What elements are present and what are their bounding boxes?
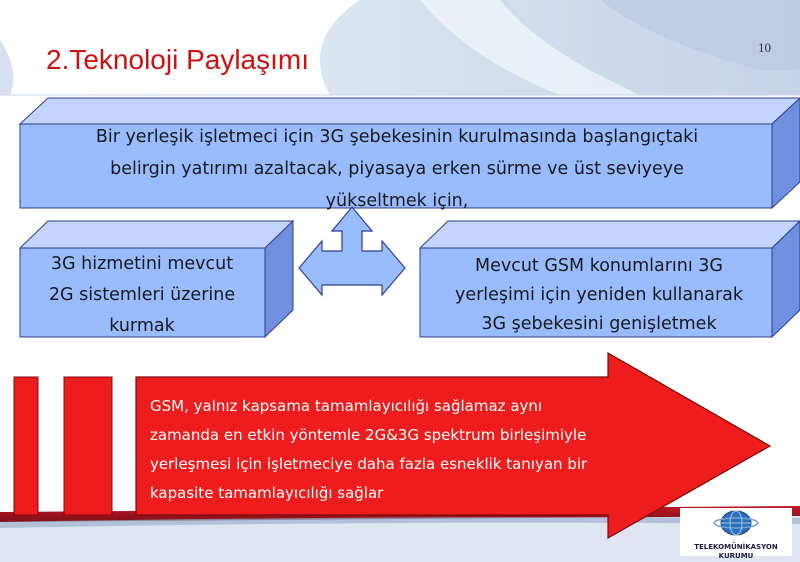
top-box-line: belirgin yatırımı azaltacak, piyasaya erken sürme ve üst seviyeye bbox=[110, 159, 684, 179]
arrow-line: GSM, yalnız kapsama tamamlayıcılığı sağlamaz aynı bbox=[150, 397, 543, 415]
logo-caption bbox=[680, 543, 792, 561]
logo-caption-line2: KURUMU bbox=[718, 552, 754, 560]
logo-caption-line1: TELEKOMÜNİKASYON bbox=[694, 543, 778, 551]
slide-title: 2.Teknoloji Paylaşımı bbox=[46, 44, 310, 75]
left-box-line: kurmak bbox=[109, 316, 175, 336]
red-bars bbox=[14, 377, 112, 515]
right-box-text bbox=[426, 252, 772, 339]
right-box-line: yerleşimi için yeniden kullanarak bbox=[454, 285, 743, 305]
arrow-line: zamanda en etkin yöntemle 2G&3G spektrum birleşimiyle bbox=[150, 426, 587, 444]
right-box-line: 3G şebekesini genişletmek bbox=[481, 314, 717, 334]
three-way-arrow-icon bbox=[299, 207, 405, 295]
left-box-line: 2G sistemleri üzerine bbox=[48, 285, 236, 305]
right-box-line: Mevcut GSM konumlarını 3G bbox=[475, 256, 723, 276]
page-number: 10 bbox=[758, 40, 771, 55]
arrow-text bbox=[150, 392, 710, 508]
top-box-line: yükseltmek için, bbox=[325, 191, 469, 211]
top-box-text bbox=[22, 121, 772, 217]
left-box-text bbox=[22, 249, 262, 342]
arrow-line: kapasite tamamlayıcılığı sağlar bbox=[150, 484, 384, 502]
top-box-line: Bir yerleşik işletmeci için 3G şebekesinin kurulmasında başlangıçtaki bbox=[95, 127, 699, 147]
left-box-line: 3G hizmetini mevcut bbox=[50, 254, 234, 274]
arrow-line: yerleşmesi için işletmeciye daha fazla esneklik tanıyan bir bbox=[150, 455, 588, 473]
